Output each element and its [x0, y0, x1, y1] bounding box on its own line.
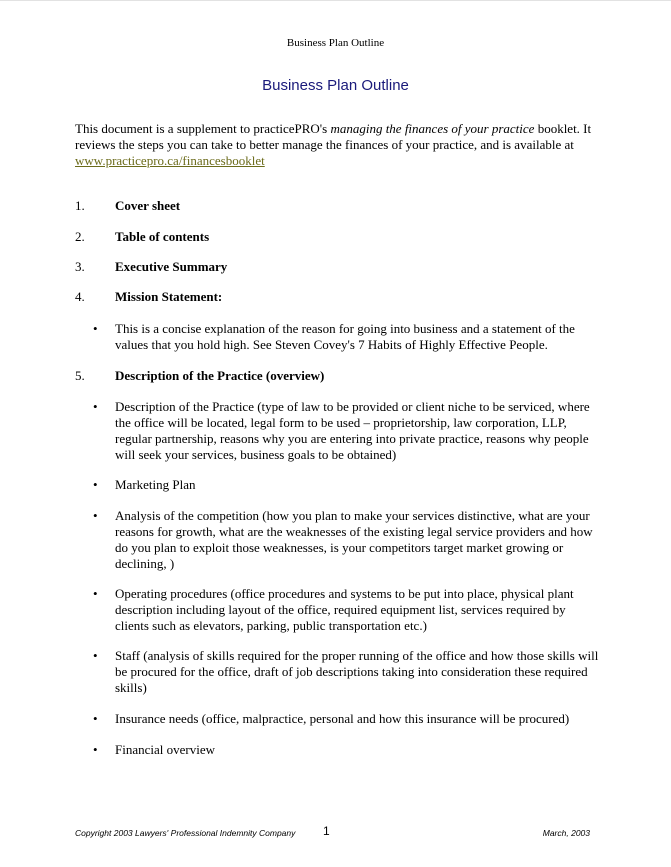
- item-number: 5.: [75, 368, 85, 383]
- bullet-text: Insurance needs (office, malpractice, personal and how this insurance will be procured): [115, 711, 570, 726]
- page-title: Business Plan Outline: [262, 77, 409, 94]
- bullet-text: Operating procedures (office procedures and systems to be put into place, physical plant description including layout of the office, required equipment list, services required by clients such as elevators, parking, public transportation etc.): [115, 586, 574, 633]
- page-footer: [75, 824, 595, 842]
- item-label: Executive Summary: [115, 259, 228, 274]
- bullet-text: Analysis of the competition (how you plan to make your services distinctive, what are your reasons for growth, what are the weaknesses of the existing legal service providers and how do you plan to exploit those weaknesses, is your competitors target market growing or declining, ): [115, 508, 593, 571]
- item-number: 1.: [75, 198, 85, 213]
- bullet-icon: •: [93, 321, 98, 336]
- finances-booklet-link[interactable]: www.practicepro.ca/financesbooklet: [75, 153, 265, 168]
- bullet-text: Financial overview: [115, 742, 215, 757]
- bullet-text: Description of the Practice (type of law to be provided or client niche to be serviced, where the office will be located, legal form to be used – proprietorship, law corporation, LLP, regular partnership, reasons why you are entering into private practice, reasons why people will seek your services, business goals to be obtained): [115, 399, 590, 462]
- item-number: 3.: [75, 259, 85, 274]
- bullet-icon: •: [93, 508, 98, 523]
- booklet-title: managing the finances of your practice: [330, 121, 535, 136]
- bullet-text: This is a concise explanation of the reason for going into business and a statement of the values that you hold high. See Steven Covey's 7 Habits of Highly Effective People.: [115, 321, 575, 352]
- bullet-icon: •: [93, 711, 98, 726]
- running-header: Business Plan Outline: [286, 37, 385, 49]
- footer-date: March, 2003: [542, 828, 590, 838]
- bullet-text: Marketing Plan: [115, 477, 196, 492]
- bullet-icon: •: [93, 399, 98, 414]
- item-label: Description of the Practice (overview): [115, 368, 325, 383]
- item-label: Cover sheet: [115, 198, 181, 213]
- footer-copyright: Copyright 2003 Lawyers' Professional Indemnity Company: [75, 828, 296, 838]
- intro-paragraph: [75, 121, 615, 169]
- intro-text-1: This document is a supplement to practicePRO's: [75, 121, 331, 136]
- item-number: 2.: [75, 229, 85, 244]
- item-number: 4.: [75, 289, 85, 304]
- bullet-icon: •: [93, 742, 98, 757]
- bullet-icon: •: [93, 586, 98, 601]
- bullet-text: Staff (analysis of skills required for the proper running of the office and how those skills will be procured for the office, draft of job descriptions taking into consideration these required skills): [115, 648, 599, 695]
- page-number: 1: [323, 824, 330, 838]
- bullet-icon: •: [93, 648, 98, 663]
- page-top-border: [0, 0, 671, 1]
- item-label: Table of contents: [115, 229, 210, 244]
- intro-text-2: booklet. It reviews the steps you can take to better manage the finances of your practice, and is available at: [75, 121, 592, 152]
- item-label: Mission Statement:: [115, 289, 223, 304]
- bullet-icon: •: [93, 477, 98, 492]
